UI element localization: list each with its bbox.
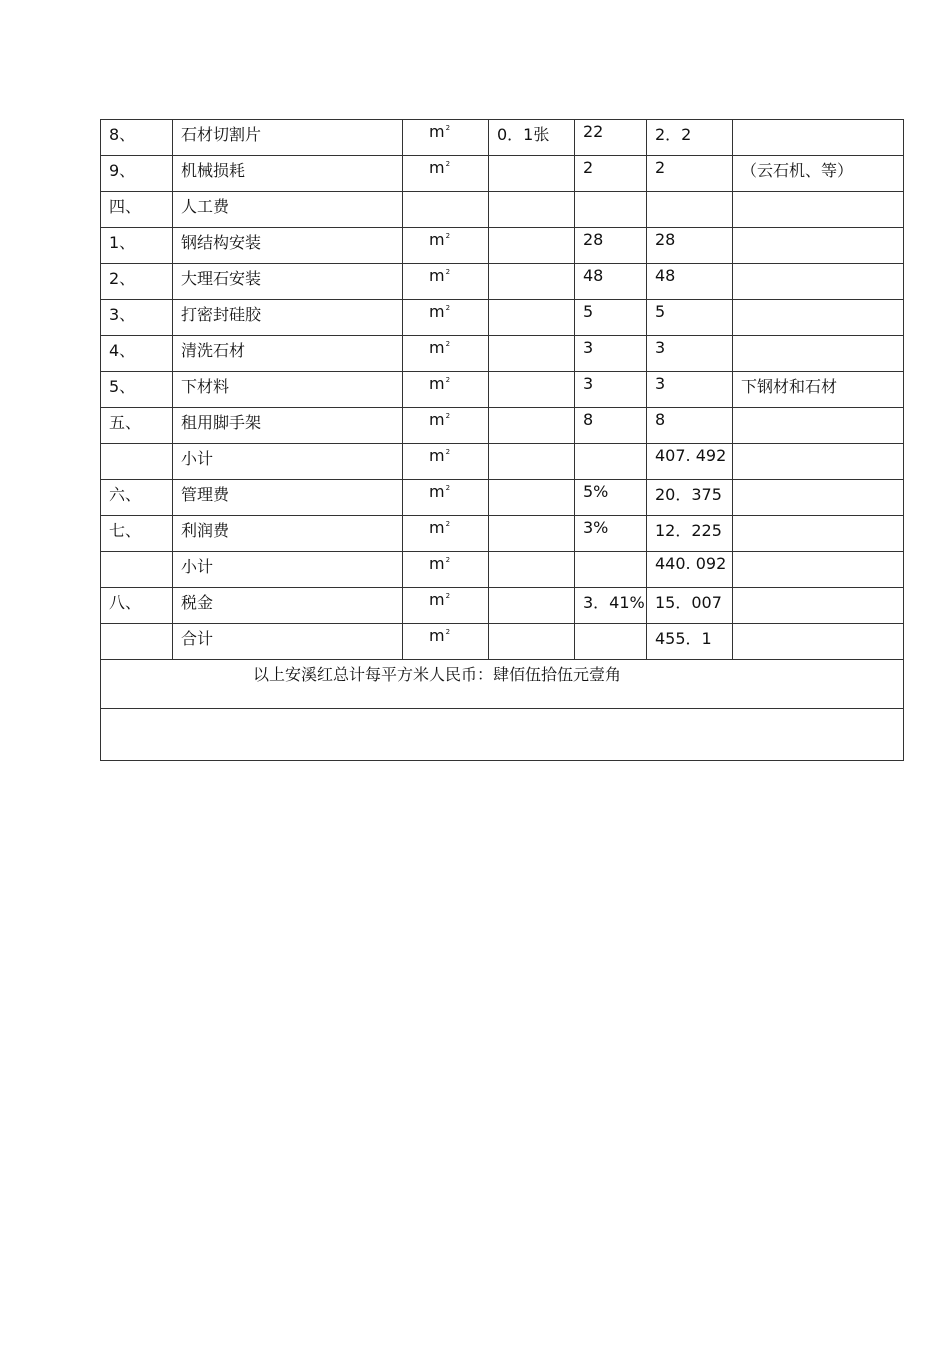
cell-qty [489, 516, 575, 552]
cell-no: 2、 [101, 264, 173, 300]
cell-qty [489, 552, 575, 588]
cell-note [733, 516, 904, 552]
cell-note [733, 228, 904, 264]
cell-qty [489, 444, 575, 480]
cell-amount: 2．2 [647, 120, 733, 156]
cell-price: 22 [575, 120, 647, 156]
table-row [101, 300, 904, 336]
cell-price [575, 552, 647, 588]
unit-sup: 2 [445, 448, 451, 456]
unit-sup: 2 [445, 484, 451, 492]
unit-sup: 2 [445, 304, 451, 312]
table-row [101, 156, 904, 192]
cell-no [101, 552, 173, 588]
cell-unit [403, 588, 489, 624]
cell-name: 税金 [173, 588, 403, 624]
table-row [101, 408, 904, 444]
cost-table [100, 119, 904, 761]
unit-base: m [429, 518, 445, 537]
cell-note [733, 192, 904, 228]
cell-no: 5、 [101, 372, 173, 408]
unit-base: m [429, 302, 445, 321]
table-row [101, 120, 904, 156]
table-row [101, 192, 904, 228]
cell-amount: 5 [647, 300, 733, 336]
cell-amount: 28 [647, 228, 733, 264]
cell-name: 租用脚手架 [173, 408, 403, 444]
cell-no: 七、 [101, 516, 173, 552]
cell-unit [403, 552, 489, 588]
unit-sup: 2 [445, 160, 451, 168]
blank-row [101, 709, 904, 761]
unit-sup: 2 [445, 232, 451, 240]
unit-base: m [429, 266, 445, 285]
unit-base: m [429, 158, 445, 177]
cell-no: 4、 [101, 336, 173, 372]
cell-no: 8、 [101, 120, 173, 156]
table-row [101, 480, 904, 516]
cell-name: 人工费 [173, 192, 403, 228]
cell-note [733, 264, 904, 300]
cell-qty [489, 408, 575, 444]
unit-base: m [429, 230, 445, 249]
unit-sup: 2 [445, 628, 451, 636]
cell-amount: 407. 492 [647, 444, 733, 480]
cell-qty [489, 588, 575, 624]
table-row [101, 552, 904, 588]
cell-amount: 2 [647, 156, 733, 192]
table-row [101, 516, 904, 552]
unit-base: m [429, 446, 445, 465]
cell-price: 3 [575, 372, 647, 408]
cell-name: 打密封硅胶 [173, 300, 403, 336]
cell-qty [489, 624, 575, 660]
cell-unit [403, 192, 489, 228]
cell-note [733, 120, 904, 156]
cell-no: 六、 [101, 480, 173, 516]
unit-sup: 2 [445, 412, 451, 420]
unit-sup: 2 [445, 268, 451, 276]
cell-unit [403, 624, 489, 660]
cell-unit [403, 372, 489, 408]
cell-price: 5 [575, 300, 647, 336]
cell-price: 3．41% [575, 588, 647, 624]
cell-no [101, 444, 173, 480]
cell-no [101, 624, 173, 660]
cell-qty [489, 372, 575, 408]
unit-sup: 2 [445, 592, 451, 600]
cell-price: 2 [575, 156, 647, 192]
cell-name: 小计 [173, 444, 403, 480]
cell-qty [489, 300, 575, 336]
cell-unit [403, 516, 489, 552]
cell-amount: 440. 092 [647, 552, 733, 588]
cell-note [733, 624, 904, 660]
cell-no: 1、 [101, 228, 173, 264]
cell-qty [489, 480, 575, 516]
cell-note [733, 588, 904, 624]
unit-sup: 2 [445, 520, 451, 528]
cell-unit [403, 228, 489, 264]
unit-base: m [429, 122, 445, 141]
unit-base: m [429, 590, 445, 609]
cell-amount: 48 [647, 264, 733, 300]
unit-base: m [429, 482, 445, 501]
cell-name: 清洗石材 [173, 336, 403, 372]
cell-name: 管理费 [173, 480, 403, 516]
cell-amount: 15．007 [647, 588, 733, 624]
cell-unit [403, 156, 489, 192]
table-row [101, 444, 904, 480]
unit-sup: 2 [445, 124, 451, 132]
cell-qty [489, 264, 575, 300]
cell-amount: 3 [647, 372, 733, 408]
cell-unit [403, 408, 489, 444]
table-row [101, 588, 904, 624]
unit-base: m [429, 338, 445, 357]
unit-base: m [429, 626, 445, 645]
cell-no: 9、 [101, 156, 173, 192]
cell-name: 钢结构安装 [173, 228, 403, 264]
cell-unit [403, 264, 489, 300]
table-row [101, 228, 904, 264]
cell-unit [403, 300, 489, 336]
unit-base: m [429, 374, 445, 393]
blank-cell [101, 709, 904, 761]
unit-base: m [429, 554, 445, 573]
unit-sup: 2 [445, 556, 451, 564]
table-row [101, 624, 904, 660]
cell-amount: 455．1 [647, 624, 733, 660]
cell-unit [403, 336, 489, 372]
cell-unit [403, 120, 489, 156]
cell-name: 下材料 [173, 372, 403, 408]
summary-text: 以上安溪红总计每平方米人民币：肆佰伍拾伍元壹角 [101, 660, 904, 709]
table-body [101, 120, 904, 660]
cell-name: 机械损耗 [173, 156, 403, 192]
table-row [101, 372, 904, 408]
cell-note [733, 480, 904, 516]
cell-unit [403, 480, 489, 516]
cell-unit [403, 444, 489, 480]
table-row [101, 264, 904, 300]
unit-base: m [429, 410, 445, 429]
cell-no: 3、 [101, 300, 173, 336]
unit-sup: 2 [445, 340, 451, 348]
cell-note: （云石机、等） [733, 156, 904, 192]
cell-amount: 20．375 [647, 480, 733, 516]
cell-price [575, 624, 647, 660]
cell-price: 8 [575, 408, 647, 444]
cell-no: 四、 [101, 192, 173, 228]
cell-price: 28 [575, 228, 647, 264]
cell-price: 3 [575, 336, 647, 372]
cell-qty [489, 336, 575, 372]
cell-note [733, 552, 904, 588]
cell-name: 利润费 [173, 516, 403, 552]
cell-qty [489, 192, 575, 228]
cell-no: 八、 [101, 588, 173, 624]
cell-amount: 3 [647, 336, 733, 372]
cell-price: 48 [575, 264, 647, 300]
cell-qty: 0．1张 [489, 120, 575, 156]
cell-price [575, 444, 647, 480]
cell-note [733, 408, 904, 444]
cell-amount: 12．225 [647, 516, 733, 552]
cell-name: 石材切割片 [173, 120, 403, 156]
table-row [101, 336, 904, 372]
unit-sup: 2 [445, 376, 451, 384]
summary-row [101, 660, 904, 709]
cell-amount [647, 192, 733, 228]
cell-name: 大理石安装 [173, 264, 403, 300]
cell-name: 小计 [173, 552, 403, 588]
cell-note [733, 444, 904, 480]
cell-note: 下钢材和石材 [733, 372, 904, 408]
cell-price: 5% [575, 480, 647, 516]
cell-qty [489, 228, 575, 264]
cell-amount: 8 [647, 408, 733, 444]
cell-qty [489, 156, 575, 192]
cell-price: 3% [575, 516, 647, 552]
cell-note [733, 300, 904, 336]
cell-price [575, 192, 647, 228]
cell-name: 合计 [173, 624, 403, 660]
cell-no: 五、 [101, 408, 173, 444]
cell-note [733, 336, 904, 372]
